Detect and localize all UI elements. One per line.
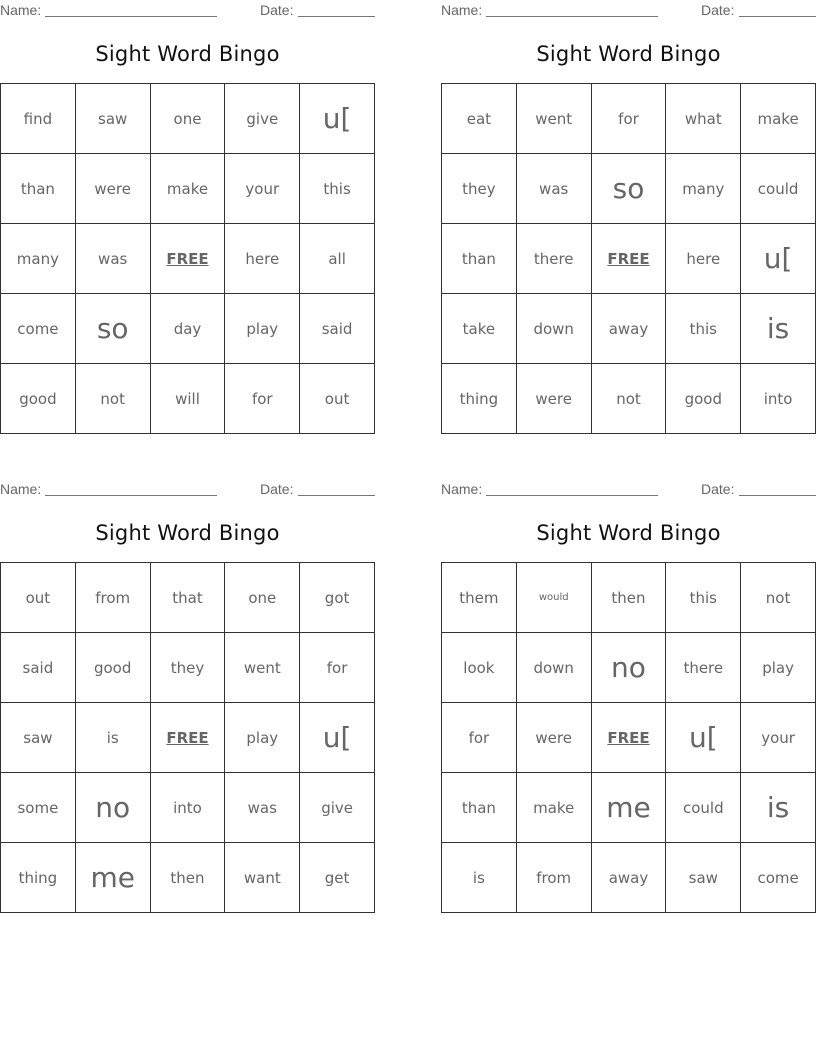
grid-cell: here [225, 224, 300, 294]
grid-cell: not [591, 364, 666, 434]
grid-cell: saw [666, 843, 741, 913]
grid-cell: got [300, 563, 375, 633]
grid-cell: good [666, 364, 741, 434]
date-blank-line [739, 16, 816, 17]
date-blank-line [739, 495, 816, 496]
grid-cell: come [1, 294, 76, 364]
card-title: Sight Word Bingo [536, 42, 721, 66]
grid-cell: saw [75, 84, 150, 154]
grid-cell: will [150, 364, 225, 434]
grid-cell: from [75, 563, 150, 633]
grid-row [1, 84, 375, 154]
grid-cell: could [666, 773, 741, 843]
grid-row [1, 703, 375, 773]
grid-cell: out [300, 364, 375, 434]
grid-row [442, 154, 816, 224]
grid-cell: so [591, 154, 666, 224]
bingo-grid [441, 562, 816, 913]
bingo-grid [0, 562, 375, 913]
grid-cell: eat [442, 84, 517, 154]
free-space-cell: FREE [150, 224, 225, 294]
grid-cell: u[ [741, 224, 816, 294]
name-label: Name: [0, 2, 42, 18]
grid-cell: one [225, 563, 300, 633]
grid-cell: out [1, 563, 76, 633]
grid-cell: there [666, 633, 741, 703]
grid-row [442, 294, 816, 364]
grid-cell: were [75, 154, 150, 224]
grid-cell: get [300, 843, 375, 913]
bingo-grid [441, 83, 816, 434]
grid-row [442, 633, 816, 703]
grid-cell: u[ [666, 703, 741, 773]
grid-row [442, 843, 816, 913]
grid-cell: into [741, 364, 816, 434]
grid-cell: here [666, 224, 741, 294]
grid-cell: is [75, 703, 150, 773]
grid-cell: there [516, 224, 591, 294]
bingo-card-1 [0, 0, 375, 430]
free-space-cell: FREE [591, 703, 666, 773]
grid-cell: they [150, 633, 225, 703]
date-blank-line [298, 16, 375, 17]
grid-cell: said [1, 633, 76, 703]
grid-cell: your [225, 154, 300, 224]
grid-cell: this [300, 154, 375, 224]
date-label: Date: [260, 2, 294, 18]
name-label: Name: [441, 481, 483, 497]
grid-cell: saw [1, 703, 76, 773]
grid-cell: from [516, 843, 591, 913]
grid-cell: then [150, 843, 225, 913]
grid-cell: good [75, 633, 150, 703]
grid-cell: was [75, 224, 150, 294]
name-blank-line [486, 495, 658, 496]
grid-cell: than [1, 154, 76, 224]
grid-row [1, 633, 375, 703]
grid-cell: is [741, 294, 816, 364]
grid-cell: said [300, 294, 375, 364]
grid-cell: so [75, 294, 150, 364]
grid-row [442, 224, 816, 294]
card-title: Sight Word Bingo [536, 521, 721, 545]
grid-cell: give [225, 84, 300, 154]
bingo-card-2 [441, 0, 816, 430]
grid-row [442, 703, 816, 773]
grid-cell: than [442, 224, 517, 294]
header-line [0, 479, 375, 499]
grid-cell: could [741, 154, 816, 224]
grid-cell: thing [442, 364, 517, 434]
grid-cell: not [75, 364, 150, 434]
grid-cell: away [591, 843, 666, 913]
grid-cell: them [442, 563, 517, 633]
grid-row [442, 84, 816, 154]
bingo-card-3 [0, 479, 375, 909]
grid-cell: u[ [300, 703, 375, 773]
grid-cell: down [516, 633, 591, 703]
grid-cell: for [300, 633, 375, 703]
grid-cell: give [300, 773, 375, 843]
free-space-cell: FREE [591, 224, 666, 294]
grid-cell: u[ [300, 84, 375, 154]
grid-cell: down [516, 294, 591, 364]
grid-cell: me [591, 773, 666, 843]
grid-cell: come [741, 843, 816, 913]
grid-cell: your [741, 703, 816, 773]
name-blank-line [486, 16, 658, 17]
grid-cell: no [591, 633, 666, 703]
grid-row [442, 364, 816, 434]
card-title: Sight Word Bingo [95, 521, 280, 545]
grid-cell: not [741, 563, 816, 633]
name-blank-line [45, 495, 217, 496]
grid-cell: make [741, 84, 816, 154]
grid-cell: what [666, 84, 741, 154]
grid-row [1, 563, 375, 633]
grid-row [1, 364, 375, 434]
grid-row [1, 773, 375, 843]
date-label: Date: [260, 481, 294, 497]
grid-row [1, 154, 375, 224]
grid-cell: for [225, 364, 300, 434]
grid-cell: make [516, 773, 591, 843]
grid-cell: for [442, 703, 517, 773]
free-space-cell: FREE [150, 703, 225, 773]
grid-cell: away [591, 294, 666, 364]
card-title: Sight Word Bingo [95, 42, 280, 66]
grid-cell: would [516, 563, 591, 633]
grid-cell: one [150, 84, 225, 154]
grid-cell: good [1, 364, 76, 434]
grid-cell: no [75, 773, 150, 843]
grid-row [442, 773, 816, 843]
grid-cell: play [225, 294, 300, 364]
grid-cell: that [150, 563, 225, 633]
grid-cell: thing [1, 843, 76, 913]
grid-cell: this [666, 294, 741, 364]
grid-cell: make [150, 154, 225, 224]
grid-cell: is [741, 773, 816, 843]
grid-cell: play [225, 703, 300, 773]
grid-cell: me [75, 843, 150, 913]
grid-cell: day [150, 294, 225, 364]
grid-row [1, 843, 375, 913]
grid-cell: was [225, 773, 300, 843]
grid-row [442, 563, 816, 633]
grid-cell: were [516, 703, 591, 773]
grid-cell: find [1, 84, 76, 154]
grid-cell: was [516, 154, 591, 224]
grid-cell: were [516, 364, 591, 434]
grid-cell: look [442, 633, 517, 703]
grid-cell: went [225, 633, 300, 703]
bingo-grid [0, 83, 375, 434]
grid-cell: is [442, 843, 517, 913]
grid-cell: into [150, 773, 225, 843]
grid-row [1, 224, 375, 294]
grid-cell: many [1, 224, 76, 294]
grid-cell: play [741, 633, 816, 703]
grid-cell: some [1, 773, 76, 843]
name-blank-line [45, 16, 217, 17]
grid-cell: many [666, 154, 741, 224]
grid-cell: take [442, 294, 517, 364]
grid-cell: then [591, 563, 666, 633]
header-line [441, 479, 816, 499]
header-line [0, 0, 375, 20]
grid-cell: they [442, 154, 517, 224]
header-line [441, 0, 816, 20]
name-label: Name: [441, 2, 483, 18]
date-blank-line [298, 495, 375, 496]
grid-cell: this [666, 563, 741, 633]
grid-cell: than [442, 773, 517, 843]
name-label: Name: [0, 481, 42, 497]
grid-cell: went [516, 84, 591, 154]
grid-cell: want [225, 843, 300, 913]
bingo-card-4 [441, 479, 816, 909]
date-label: Date: [701, 481, 735, 497]
date-label: Date: [701, 2, 735, 18]
grid-cell: for [591, 84, 666, 154]
grid-cell: all [300, 224, 375, 294]
grid-row [1, 294, 375, 364]
